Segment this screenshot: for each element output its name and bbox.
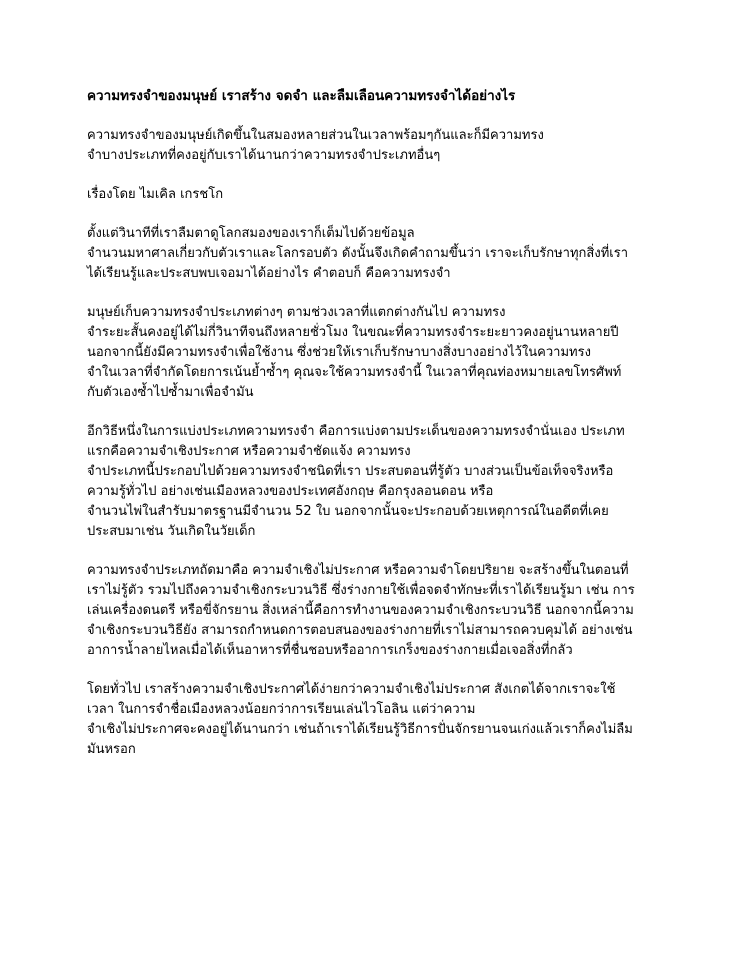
text-line: จำประเภทนี้ประกอบไปด้วยความทรงจำชนิดที่เรา ประสบตอนที่รู้ตัว บางส่วนเป็นข้อเท็จจริงหรือ — [87, 464, 614, 479]
text-line: โดยทั่วไป เราสร้างความจำเชิงประกาศได้ง่ายกว่าความจำเชิงไม่ประกาศ สังเกตได้จากเราจะใช้ — [87, 682, 616, 697]
text-line: ประสบมาเช่น วันเกิดในวัยเด็ก — [87, 524, 256, 539]
document-title: ความทรงจำของมนุษย์ เราสร้าง จดจำ และลืมเลือนความทรงจำได้อย่างไร — [87, 88, 516, 104]
text-line: จำเชิงกระบวนวิธียัง สามารถกำหนดการตอบสนองของร่างกายที่เราไม่สามารถควบคุมได้ อย่างเช่น — [87, 623, 633, 638]
text-line: จำเชิงไม่ประกาศจะคงอยู่ได้นานกว่า เช่นถ้าเราได้เรียนรู้วิธีการปั่นจักรยานจนเก่งแล้วเราก็คงไม่ลืม — [87, 722, 633, 737]
text-line: จำบางประเภทที่คงอยู่กับเราได้นานกว่าความทรงจำประเภทอื่นๆ — [87, 148, 441, 163]
text-line: เวลา ในการจำชื่อเมืองหลวงน้อยกว่าการเรียนเล่นไวโอลิน แต่ว่าความ — [87, 702, 476, 717]
paragraph-intro — [87, 126, 667, 166]
paragraph-2 — [87, 224, 667, 284]
text-line: ความทรงจำของมนุษย์เกิดขึ้นในสมองหลายส่วนในเวลาพร้อมๆกันและก็มีความทรง — [87, 128, 544, 143]
paragraph-3 — [87, 303, 667, 403]
paragraph-5 — [87, 561, 667, 661]
text-line: เล่นเครื่องดนตรี หรือขี่จักรยาน สิ่งเหล่านี้คือการทำงานของความจำเชิงกระบวนวิธี นอกจากนี้ความ — [87, 603, 634, 618]
text-line: มันหรอก — [87, 742, 136, 757]
text-line: ได้เรียนรู้และประสบพบเจอมาได้อย่างไร คำตอบก็ คือความทรงจำ — [87, 266, 451, 281]
paragraph-4 — [87, 422, 667, 542]
text-line: จำนวนไพ่ในสำรับมาตรฐานมีจำนวน 52 ใบ นอกจากนั้นจะประกอบด้วยเหตุการณ์ในอดีตที่เคย — [87, 504, 609, 519]
text-line: นอกจากนี้ยังมีความทรงจำเพื่อใช้งาน ซึ่งช่วยให้เราเก็บรักษาบางสิ่งบางอย่างไว้ในความทรง — [87, 345, 591, 360]
text-line: ความรู้ทั่วไป อย่างเช่นเมืองหลวงของประเทศอังกฤษ คือกรุงลอนดอน หรือ — [87, 484, 494, 499]
text-line: แรกคือความจำเชิงประกาศ หรือความจำชัดแจ้ง ความทรง — [87, 444, 411, 459]
text-line: จำระยะสั้นคงอยู่ได้ไม่กี่วินาทีจนถึงหลายชั่วโมง ในขณะที่ความทรงจำระยะยาวคงอยู่นานหลายปี — [87, 325, 619, 340]
document-page — [87, 86, 667, 779]
text-line: เราไม่รู้ตัว รวมไปถึงความจำเชิงกระบวนวิธี ซึ่งร่างกายใช้เพื่อจดจำทักษะที่เราได้เรียนรู้มา เช่น การ — [87, 583, 635, 598]
text-line: จำในเวลาที่จำกัดโดยการเน้นย้ำซ้ำๆ คุณจะใช้ความทรงจำนี้ ในเวลาที่คุณท่องหมายเลขโทรศัพท์ — [87, 365, 622, 380]
paragraph-6 — [87, 680, 667, 760]
text-line: ความทรงจำประเภทถัดมาคือ ความจำเชิงไม่ประกาศ หรือความจำโดยปริยาย จะสร้างขึ้นในตอนที่ — [87, 563, 629, 578]
text-line: มนุษย์เก็บความทรงจำประเภทต่างๆ ตามช่วงเวลาที่แตกต่างกันไป ความทรง — [87, 305, 506, 320]
text-line: จำนวนมหาศาลเกี่ยวกับตัวเราและโลกรอบตัว ดังนั้นจึงเกิดคำถามขึ้นว่า เราจะเก็บรักษาทุกสิ่งที่เรา — [87, 246, 628, 261]
text-line: กับตัวเองซ้ำไปซ้ำมาเพื่อจำมัน — [87, 385, 254, 400]
text-line: อีกวิธีหนึ่งในการแบ่งประเภทความทรงจำ คือการแบ่งตามประเด็นของความทรงจำนั่นเอง ประเภท — [87, 424, 625, 439]
paragraph-byline — [87, 185, 667, 205]
author-byline: เรื่องโดย ไมเคิล เกรชโก — [87, 187, 224, 202]
text-line: อาการน้ำลายไหลเมื่อได้เห็นอาหารที่ชื่นชอบหรืออาการเกร็งของร่างกายเมื่อเจอสิ่งที่กลัว — [87, 643, 573, 658]
text-line: ตั้งแต่วินาทีที่เราลืมตาดูโลกสมองของเราก็เต็มไปด้วยข้อมูล — [87, 226, 415, 241]
